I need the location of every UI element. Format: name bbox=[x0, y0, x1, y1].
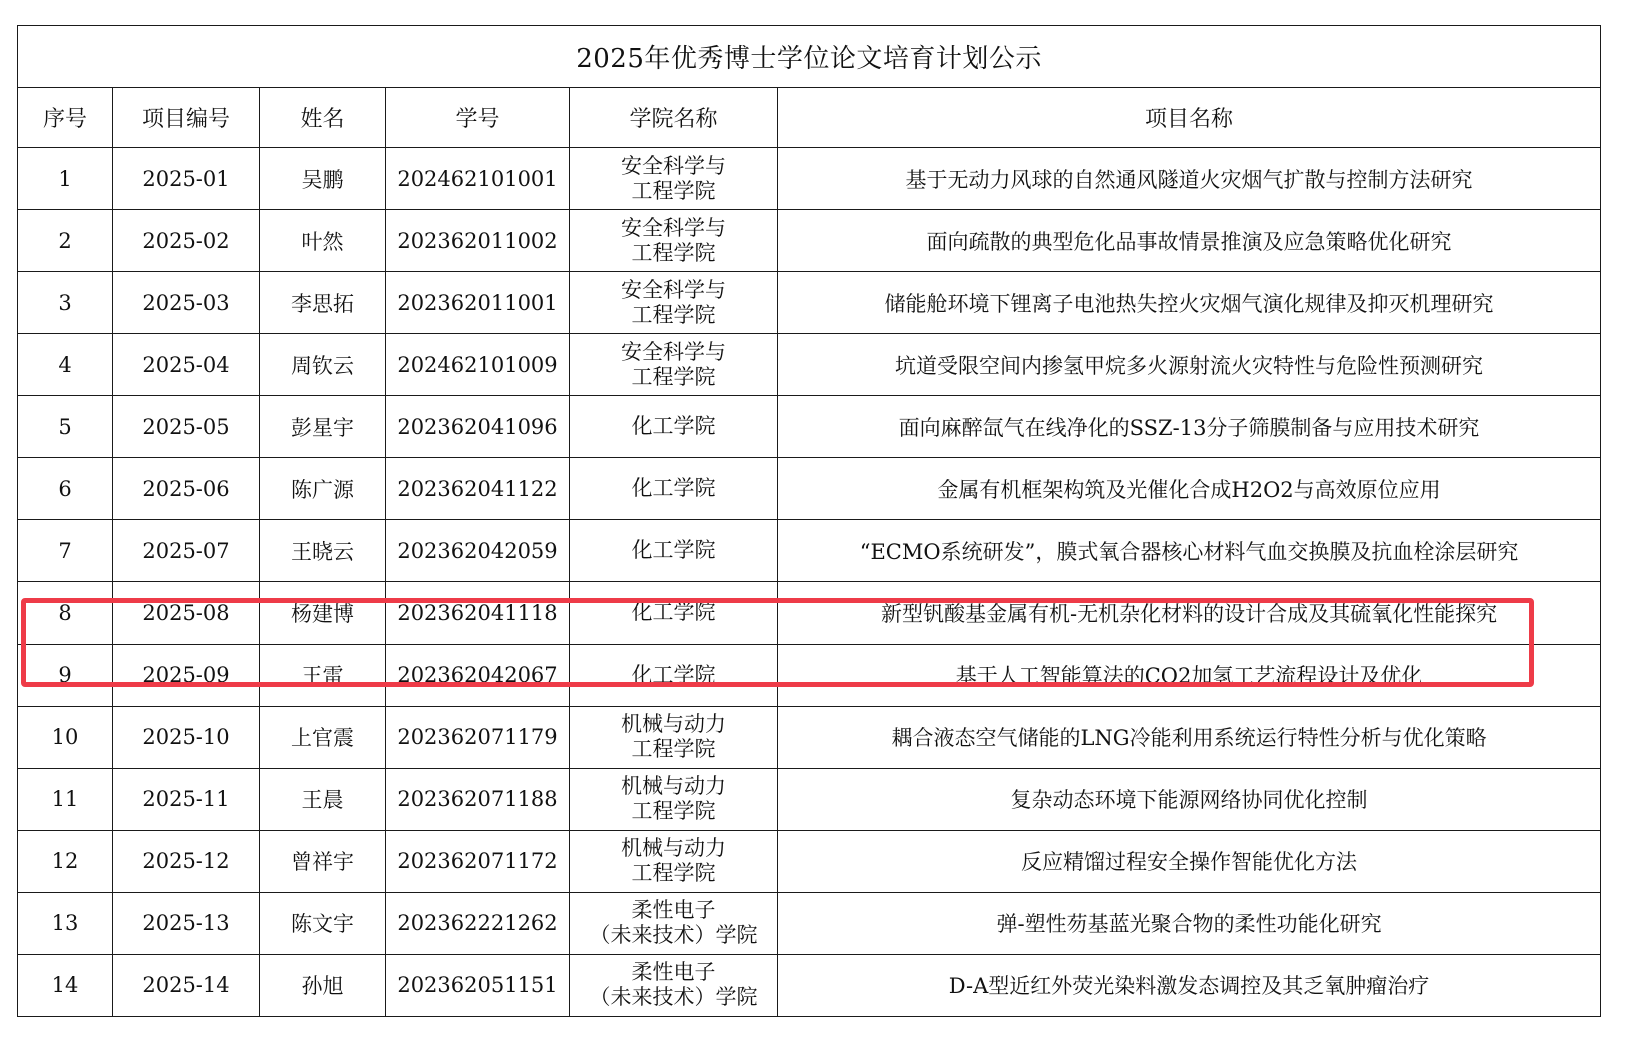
student-name-cell: 王晨 bbox=[260, 768, 386, 830]
student-id-cell: 202362051151 bbox=[386, 954, 570, 1016]
project-title-cell: 基于无动力风球的自然通风隧道火灾烟气扩散与控制方法研究 bbox=[778, 148, 1601, 210]
column-header-no: 序号 bbox=[18, 88, 113, 148]
college-cell bbox=[570, 892, 778, 954]
college-cell bbox=[570, 644, 778, 706]
student-id-cell: 202362041122 bbox=[386, 458, 570, 520]
college-line: 安全科学与 bbox=[621, 277, 726, 302]
project-title-cell: 金属有机框架构筑及光催化合成H2O2与高效原位应用 bbox=[778, 458, 1601, 520]
row-number-cell: 4 bbox=[18, 334, 113, 396]
project-code-cell: 2025-04 bbox=[113, 334, 260, 396]
student-id-cell: 202362041118 bbox=[386, 582, 570, 644]
table-row bbox=[18, 706, 1601, 768]
row-number-cell: 8 bbox=[18, 582, 113, 644]
college-cell bbox=[570, 582, 778, 644]
college-line: 化工学院 bbox=[631, 600, 716, 625]
row-number-cell: 13 bbox=[18, 892, 113, 954]
project-code-cell: 2025-07 bbox=[113, 520, 260, 582]
student-name-cell: 上官震 bbox=[260, 706, 386, 768]
student-name-cell: 孙旭 bbox=[260, 954, 386, 1016]
college-cell bbox=[570, 830, 778, 892]
project-title-cell: 面向麻醉氙气在线净化的SSZ-13分子筛膜制备与应用技术研究 bbox=[778, 396, 1601, 458]
student-name-cell: 陈文宇 bbox=[260, 892, 386, 954]
college-cell bbox=[570, 520, 778, 582]
student-id-cell: 202362041096 bbox=[386, 396, 570, 458]
college-cell bbox=[570, 334, 778, 396]
student-id-cell: 202362071188 bbox=[386, 768, 570, 830]
project-title-cell: 反应精馏过程安全操作智能优化方法 bbox=[778, 830, 1601, 892]
project-code-cell: 2025-12 bbox=[113, 830, 260, 892]
student-id-cell: 202362011001 bbox=[386, 272, 570, 334]
college-line: 工程学院 bbox=[631, 799, 716, 824]
college-line: 安全科学与 bbox=[621, 215, 726, 240]
college-line: （未来技术）学院 bbox=[589, 985, 758, 1010]
project-code-cell: 2025-11 bbox=[113, 768, 260, 830]
student-name-cell: 周钦云 bbox=[260, 334, 386, 396]
column-header-student-id: 学号 bbox=[386, 88, 570, 148]
project-title-cell: 新型钒酸基金属有机-无机杂化材料的设计合成及其硫氧化性能探究 bbox=[778, 582, 1601, 644]
college-line: （未来技术）学院 bbox=[589, 923, 758, 948]
college-cell bbox=[570, 272, 778, 334]
table-row bbox=[18, 830, 1601, 892]
college-line: 工程学院 bbox=[631, 178, 716, 203]
student-name-cell: 王晓云 bbox=[260, 520, 386, 582]
college-line: 安全科学与 bbox=[621, 153, 726, 178]
student-id-cell: 202462101009 bbox=[386, 334, 570, 396]
student-name-cell: 杨建博 bbox=[260, 582, 386, 644]
college-line: 化工学院 bbox=[631, 538, 716, 563]
row-number-cell: 10 bbox=[18, 706, 113, 768]
student-id-cell: 202362071172 bbox=[386, 830, 570, 892]
table-row bbox=[18, 644, 1601, 706]
project-code-cell: 2025-14 bbox=[113, 954, 260, 1016]
college-line: 柔性电子 bbox=[631, 898, 716, 923]
student-name-cell: 陈广源 bbox=[260, 458, 386, 520]
column-header-name: 姓名 bbox=[260, 88, 386, 148]
college-line: 化工学院 bbox=[631, 414, 716, 439]
table-row bbox=[18, 272, 1601, 334]
student-id-cell: 202362071179 bbox=[386, 706, 570, 768]
college-line: 化工学院 bbox=[631, 476, 716, 501]
college-line: 工程学院 bbox=[631, 240, 716, 265]
project-title-cell: 储能舱环境下锂离子电池热失控火灾烟气演化规律及抑灭机理研究 bbox=[778, 272, 1601, 334]
student-name-cell: 吴鹏 bbox=[260, 148, 386, 210]
table-row bbox=[18, 520, 1601, 582]
project-code-cell: 2025-02 bbox=[113, 210, 260, 272]
table-row bbox=[18, 954, 1601, 1016]
college-cell bbox=[570, 954, 778, 1016]
college-line: 工程学院 bbox=[631, 737, 716, 762]
student-name-cell: 曾祥宇 bbox=[260, 830, 386, 892]
college-line: 柔性电子 bbox=[631, 960, 716, 985]
project-title-cell: 基于人工智能算法的CO2加氢工艺流程设计及优化 bbox=[778, 644, 1601, 706]
student-id-cell: 202362042059 bbox=[386, 520, 570, 582]
college-line: 工程学院 bbox=[631, 861, 716, 886]
college-line: 安全科学与 bbox=[621, 339, 726, 364]
row-number-cell: 5 bbox=[18, 396, 113, 458]
project-title-cell: 坑道受限空间内掺氢甲烷多火源射流火灾特性与危险性预测研究 bbox=[778, 334, 1601, 396]
student-name-cell: 王雷 bbox=[260, 644, 386, 706]
table-row bbox=[18, 148, 1601, 210]
column-header-project: 项目名称 bbox=[778, 88, 1601, 148]
student-id-cell: 202362221262 bbox=[386, 892, 570, 954]
college-cell bbox=[570, 148, 778, 210]
project-code-cell: 2025-05 bbox=[113, 396, 260, 458]
row-number-cell: 9 bbox=[18, 644, 113, 706]
table-body bbox=[18, 148, 1601, 1017]
student-id-cell: 202362042067 bbox=[386, 644, 570, 706]
college-cell bbox=[570, 706, 778, 768]
college-cell bbox=[570, 458, 778, 520]
student-id-cell: 202362011002 bbox=[386, 210, 570, 272]
college-line: 机械与动力 bbox=[621, 712, 726, 737]
table-title: 2025年优秀博士学位论文培育计划公示 bbox=[18, 26, 1601, 88]
table-row bbox=[18, 458, 1601, 520]
project-code-cell: 2025-03 bbox=[113, 272, 260, 334]
table-row bbox=[18, 334, 1601, 396]
project-code-cell: 2025-09 bbox=[113, 644, 260, 706]
row-number-cell: 7 bbox=[18, 520, 113, 582]
project-title-cell: “ECMO系统研发”，膜式氧合器核心材料气血交换膜及抗血栓涂层研究 bbox=[778, 520, 1601, 582]
header-row bbox=[18, 88, 1601, 148]
college-cell bbox=[570, 210, 778, 272]
table-row bbox=[18, 582, 1601, 644]
document-sheet bbox=[17, 25, 1600, 1017]
college-cell bbox=[570, 768, 778, 830]
college-line: 工程学院 bbox=[631, 302, 716, 327]
college-line: 机械与动力 bbox=[621, 774, 726, 799]
student-name-cell: 李思拓 bbox=[260, 272, 386, 334]
project-title-cell: D-A型近红外荧光染料激发态调控及其乏氧肿瘤治疗 bbox=[778, 954, 1601, 1016]
project-code-cell: 2025-08 bbox=[113, 582, 260, 644]
column-header-code: 项目编号 bbox=[113, 88, 260, 148]
college-line: 机械与动力 bbox=[621, 836, 726, 861]
row-number-cell: 3 bbox=[18, 272, 113, 334]
project-code-cell: 2025-10 bbox=[113, 706, 260, 768]
table-row bbox=[18, 396, 1601, 458]
project-code-cell: 2025-06 bbox=[113, 458, 260, 520]
column-header-college: 学院名称 bbox=[570, 88, 778, 148]
table-row bbox=[18, 210, 1601, 272]
row-number-cell: 14 bbox=[18, 954, 113, 1016]
project-code-cell: 2025-13 bbox=[113, 892, 260, 954]
publicity-table bbox=[17, 25, 1601, 1017]
project-code-cell: 2025-01 bbox=[113, 148, 260, 210]
college-cell bbox=[570, 396, 778, 458]
student-id-cell: 202462101001 bbox=[386, 148, 570, 210]
row-number-cell: 2 bbox=[18, 210, 113, 272]
college-line: 化工学院 bbox=[631, 662, 716, 687]
project-title-cell: 面向疏散的典型危化品事故情景推演及应急策略优化研究 bbox=[778, 210, 1601, 272]
row-number-cell: 12 bbox=[18, 830, 113, 892]
student-name-cell: 彭星宇 bbox=[260, 396, 386, 458]
table-row bbox=[18, 892, 1601, 954]
student-name-cell: 叶然 bbox=[260, 210, 386, 272]
project-title-cell: 复杂动态环境下能源网络协同优化控制 bbox=[778, 768, 1601, 830]
college-line: 工程学院 bbox=[631, 364, 716, 389]
project-title-cell: 耦合液态空气储能的LNG冷能利用系统运行特性分析与优化策略 bbox=[778, 706, 1601, 768]
row-number-cell: 6 bbox=[18, 458, 113, 520]
table-row bbox=[18, 768, 1601, 830]
row-number-cell: 11 bbox=[18, 768, 113, 830]
project-title-cell: 弹-塑性芴基蓝光聚合物的柔性功能化研究 bbox=[778, 892, 1601, 954]
row-number-cell: 1 bbox=[18, 148, 113, 210]
